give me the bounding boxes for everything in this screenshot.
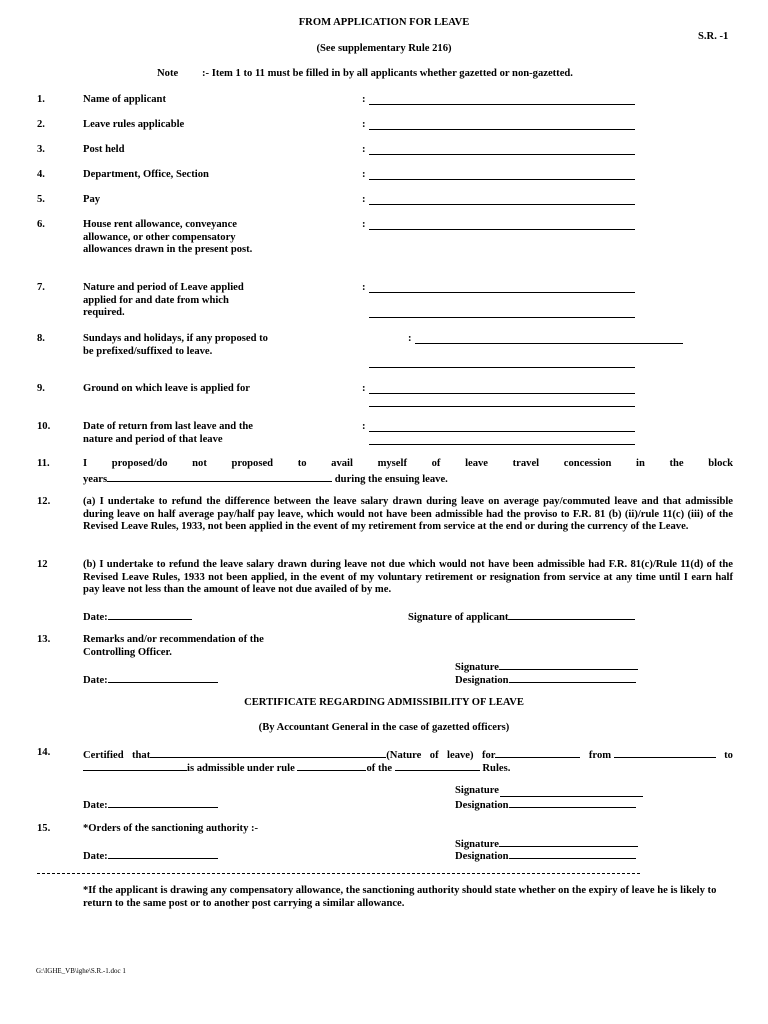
item-number: 1. <box>37 94 45 105</box>
certificate-subtitle: (By Accountant General in the case of gazetted officers) <box>258 722 510 733</box>
last-leave-field[interactable] <box>369 431 635 432</box>
note-text: :- Item 1 to 11 must be filled in by all applicants whether gazetted or non-gazetted. <box>202 68 573 79</box>
block-years-field[interactable] <box>107 471 332 482</box>
leave-label: leave) <box>447 750 474 761</box>
colon: : <box>362 194 366 205</box>
word: I <box>83 458 88 469</box>
colon: : <box>362 169 366 180</box>
form-code: S.R. -1 <box>698 31 729 42</box>
item-label: Post held <box>83 144 125 155</box>
rules-name-field[interactable] <box>395 760 480 771</box>
item-15-date <box>83 848 218 862</box>
item-14-signature-label: Signature <box>455 785 499 796</box>
item-13-designation <box>455 672 636 686</box>
word: in <box>636 458 645 469</box>
date-label: Date: <box>83 800 108 811</box>
applicant-signature-field[interactable] <box>508 609 635 620</box>
holidays-field[interactable] <box>415 343 683 344</box>
designation-label: Designation <box>455 800 509 811</box>
colon: : <box>362 119 366 130</box>
item-13-number: 13. <box>37 634 51 645</box>
date-label: Date: <box>83 612 108 623</box>
item-14-date <box>83 797 218 811</box>
file-path: G:\IGHE_VB\ighe\S.R.-1.doc 1 <box>36 967 126 975</box>
item-number: 10. <box>37 421 51 432</box>
name-field[interactable] <box>369 104 635 105</box>
that-group <box>132 747 421 761</box>
item-label: Ground on which leave is applied for <box>83 383 250 394</box>
of-label: of <box>429 750 439 761</box>
item-label: Department, Office, Section <box>83 169 209 180</box>
date-label: Date: <box>83 675 108 686</box>
admissible-label: is admissible under rule <box>187 763 295 774</box>
officer-date-field[interactable] <box>108 672 218 683</box>
leave-rules-field[interactable] <box>369 129 635 130</box>
colon: : <box>362 421 366 432</box>
item-number: 6. <box>37 219 45 230</box>
word: myself <box>377 458 407 469</box>
nature-label: (Nature <box>386 750 422 761</box>
applicant-date <box>83 609 192 623</box>
from-label: from <box>588 750 612 761</box>
form-subtitle: (See supplementary Rule 216) <box>316 43 452 54</box>
word: proposed <box>231 458 274 469</box>
item-14-line-2 <box>83 760 510 774</box>
item-number: 11. <box>37 458 50 469</box>
item-number: 4. <box>37 169 45 180</box>
form-title: FROM APPLICATION FOR LEAVE <box>298 17 470 28</box>
signature-of-applicant-label: Signature of applicant <box>408 612 509 623</box>
sanction-designation-field[interactable] <box>509 848 636 859</box>
ag-date-field[interactable] <box>108 797 218 808</box>
rule-field[interactable] <box>297 760 366 771</box>
item-12a-text: (a) I undertake to refund the difference between the leave salary drawn during leave on average pay/commuted leave and that admissible during leave on half average pay/half pay leave, which would not have been admissible had the proviso to F.R. 81 (b) (ii)/rule 11(c) (iii) of the Revised Leave Rules, 1933, not been applied in the event of my retirement from service at the end or during the currency of the Leave. <box>83 496 733 533</box>
certified-person-field[interactable] <box>150 747 386 758</box>
for-group <box>482 747 581 761</box>
from-group <box>589 747 716 761</box>
certificate-title: CERTIFICATE REGARDING ADMISSIBILITY OF LEAVE <box>244 697 524 708</box>
post-held-field[interactable] <box>369 154 635 155</box>
note-label: Note <box>157 68 179 79</box>
colon: : <box>408 333 412 344</box>
item-13-label-1: Remarks and/or recommendation of the <box>83 634 264 645</box>
word: not <box>192 458 207 469</box>
item-number: 7. <box>37 282 45 293</box>
item-15-number: 15. <box>37 823 51 834</box>
item-number: 5. <box>37 194 45 205</box>
that-label: that <box>132 750 151 761</box>
item-label: Sundays and holidays, if any proposed to be prefixed/suffixed to leave. <box>83 333 268 357</box>
word: of <box>431 458 441 469</box>
applicant-signature <box>408 609 635 623</box>
item-11-line-2 <box>83 471 448 485</box>
item-14-number: 14. <box>37 747 51 758</box>
ensuing-label: during the ensuing leave. <box>334 474 448 485</box>
item-label: House rent allowance, conveyance allowance, or other compensatory allowances drawn in the present post. <box>83 219 253 256</box>
item-13-label-2: Controlling Officer. <box>83 647 172 658</box>
ground-field-2[interactable] <box>369 406 635 407</box>
rules-label: Rules. <box>482 763 511 774</box>
item-11-line-1 <box>83 458 733 469</box>
signature-label: Signature <box>455 662 499 673</box>
colon: : <box>362 144 366 155</box>
last-leave-field-2[interactable] <box>369 444 635 445</box>
sanction-date-field[interactable] <box>108 848 218 859</box>
word: block <box>708 458 733 469</box>
item-label: Leave rules applicable <box>83 119 185 130</box>
item-label: Name of applicant <box>83 94 166 105</box>
item-15-designation <box>455 848 636 862</box>
to-date-field[interactable] <box>83 760 187 771</box>
item-label: Pay <box>83 194 101 205</box>
of-the-label: of the <box>366 763 393 774</box>
item-14-designation <box>455 797 636 811</box>
item-number: 8. <box>37 333 45 344</box>
years-label: years <box>83 474 108 485</box>
leave-nature-field-2[interactable] <box>369 317 635 318</box>
footnote: *If the applicant is drawing any compensatory allowance, the sanctioning authority should state whether on the expiry of leave he is likely to return to the same post or to another post carrying a similar allowance. <box>83 885 717 909</box>
word: to <box>297 458 307 469</box>
signature-label: Signature <box>455 839 499 850</box>
colon: : <box>362 383 366 394</box>
officer-signature-field[interactable] <box>499 659 638 670</box>
item-number: 2. <box>37 119 45 130</box>
divider <box>37 873 640 874</box>
officer-designation-field[interactable] <box>509 672 636 683</box>
sanction-signature-field[interactable] <box>499 836 638 847</box>
word: the <box>669 458 684 469</box>
pay-field[interactable] <box>369 204 635 205</box>
from-date-field[interactable] <box>614 747 716 758</box>
holidays-field-2[interactable] <box>369 367 635 368</box>
leave-nature-field[interactable] <box>369 292 635 293</box>
certified-label: Certified <box>83 750 124 761</box>
designation-label: Designation <box>455 675 509 686</box>
colon: : <box>362 219 366 230</box>
department-field[interactable] <box>369 179 635 180</box>
allowance-field[interactable] <box>369 229 635 230</box>
item-number: 3. <box>37 144 45 155</box>
applicant-date-field[interactable] <box>108 609 192 620</box>
to-label: to <box>724 750 733 761</box>
word: proposed/do <box>111 458 168 469</box>
ground-field[interactable] <box>369 393 635 394</box>
for-label: for <box>481 750 496 761</box>
word: avail <box>331 458 353 469</box>
item-14-line-1 <box>83 747 733 761</box>
item-13-date <box>83 672 218 686</box>
item-label: Nature and period of Leave applied applied for and date from which required. <box>83 282 244 319</box>
item-15-label: *Orders of the sanctioning authority :- <box>83 823 259 834</box>
item-13-signature <box>455 659 638 673</box>
word: concession <box>563 458 612 469</box>
item-12b-text: (b) I undertake to refund the leave salary drawn during leave not due which would not have been admissible had F.R. 81(c)/Rule 11(d) of the Revised Leave Rules, 1933 not been applied, in the event of my voluntary retirement or resignation from service at any time until I earn half pay leave not less than the amount of leave not due availed of by me. <box>83 559 733 596</box>
word: travel <box>512 458 540 469</box>
colon: : <box>362 94 366 105</box>
leave-duration-field[interactable] <box>495 747 580 758</box>
date-label: Date: <box>83 851 108 862</box>
colon: : <box>362 282 366 293</box>
item-label: Date of return from last leave and the nature and period of that leave <box>83 421 253 445</box>
item-12a-number: 12. <box>37 496 51 507</box>
ag-designation-field[interactable] <box>509 797 636 808</box>
item-number: 9. <box>37 383 45 394</box>
word: leave <box>465 458 489 469</box>
item-12b-number: 12 <box>37 559 48 570</box>
designation-label: Designation <box>455 851 509 862</box>
